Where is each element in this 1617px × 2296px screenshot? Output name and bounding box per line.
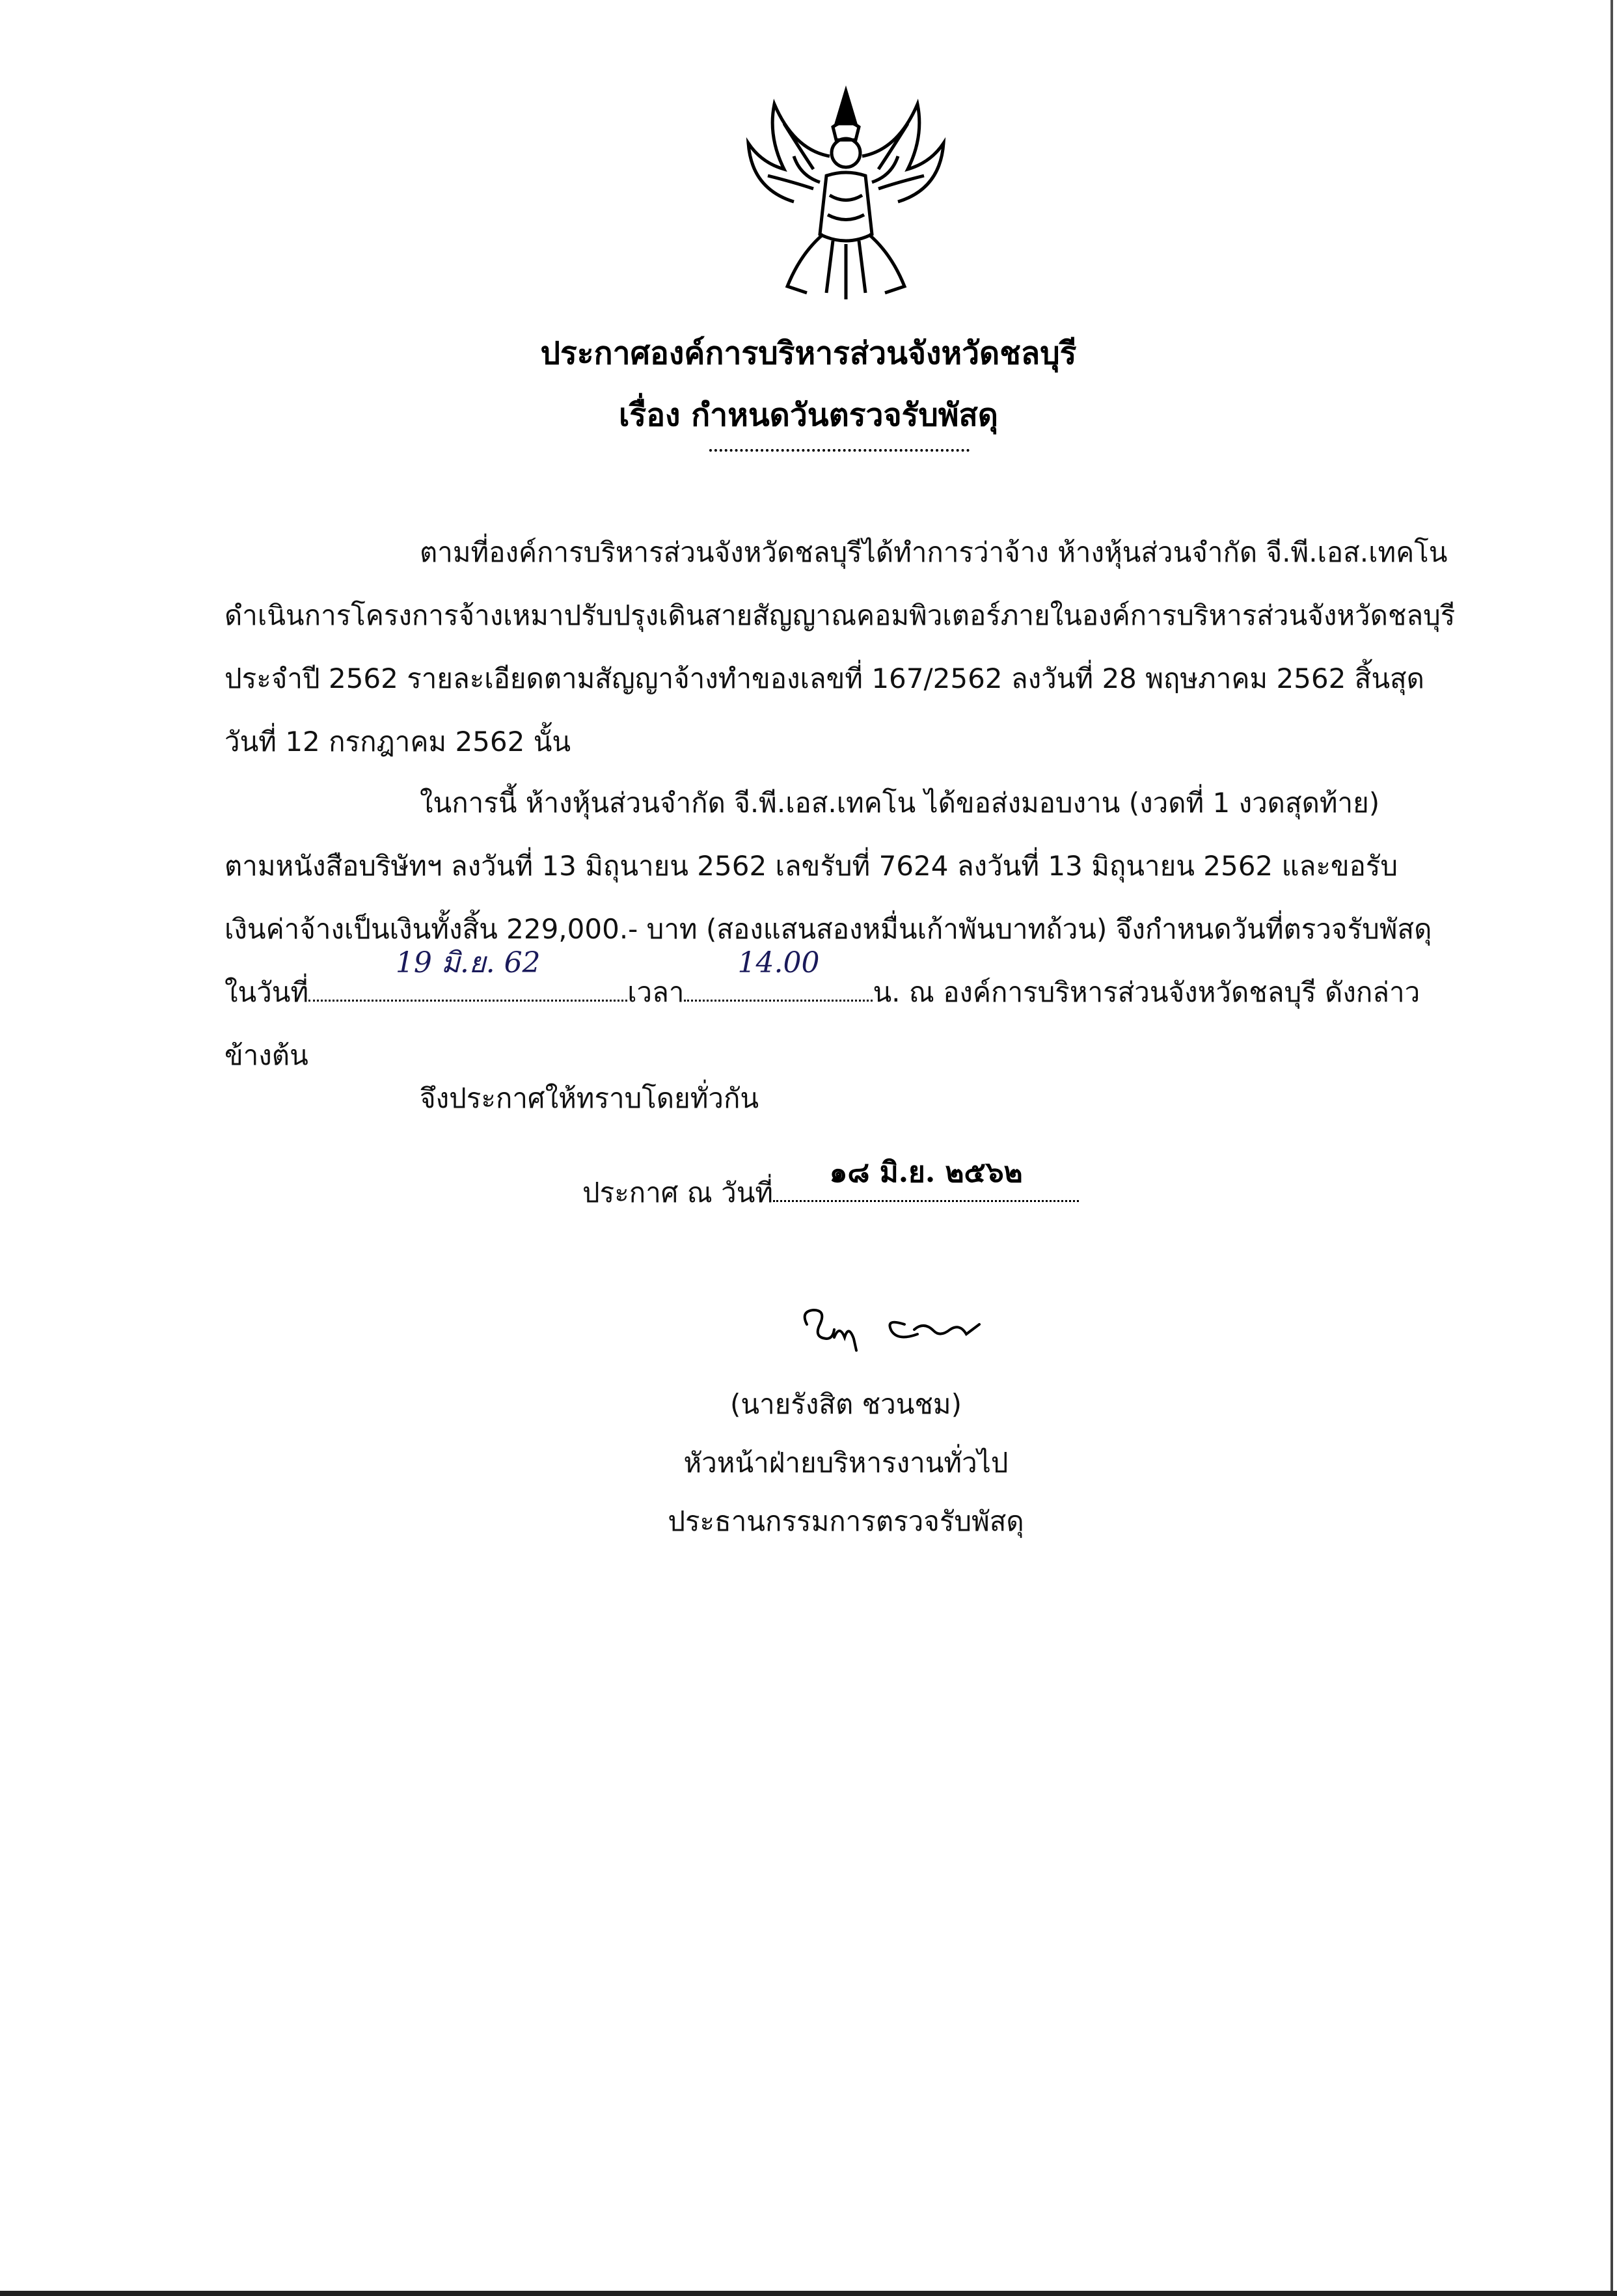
inspection-suffix: น. ณ องค์การบริหารส่วนจังหวัดชลบุรี ดังกล่าว — [873, 976, 1420, 1008]
closing-statement: จึงประกาศให้ทราบโดยทั่วกัน — [420, 1082, 759, 1114]
inspection-time-handwritten: 14.00 — [737, 946, 820, 979]
announce-date-field — [773, 1156, 1079, 1202]
signatory-name: (นายรังสิต ชวนชม) — [730, 1388, 962, 1420]
garuda-emblem-icon — [722, 78, 970, 325]
scan-edge-bottom — [0, 2291, 1617, 2296]
paragraph-1 — [224, 521, 1461, 773]
signature-icon — [794, 1298, 1002, 1370]
signatory-position-1: หัวหน้าฝ่ายบริหารงานทั่วไป — [683, 1447, 1009, 1479]
inspection-line — [224, 946, 1461, 1024]
para1-line-1: ตามที่องค์การบริหารส่วนจังหวัดชลบุรีได้ทำการว่าจ้าง ห้างหุ้นส่วนจำกัด จี.พี.เอส.เทคโน — [420, 536, 1448, 568]
para2-line-1: ในการนี้ ห้างหุ้นส่วนจำกัด จี.พี.เอส.เทคโน ได้ขอส่งมอบงาน (งวดที่ 1 งวดสุดท้าย) — [420, 787, 1380, 819]
scan-edge-right — [1610, 0, 1613, 2296]
para2-line-3: เงินค่าจ้างเป็นเงินทั้งสิ้น 229,000.- บาท (สองแสนสองหมื่นเก้าพันบาทถ้วน) จึงกำหนดวันที่ตรวจรับพัสดุ — [224, 913, 1432, 945]
announce-date — [582, 1156, 1079, 1214]
inspection-date-field — [308, 946, 627, 1002]
para1-line-2: ดำเนินการโครงการจ้างเหมาปรับปรุงเดินสายสัญญาณคอมพิวเตอร์ภายในองค์การบริหารส่วนจังหวัดชลบุรี — [224, 599, 1456, 631]
para1-line-3: ประจำปี 2562 รายละเอียดตามสัญญาจ้างทำของเลขที่ 167/2562 ลงวันที่ 28 พฤษภาคม 2562 สิ้นสุด — [224, 663, 1424, 694]
inspection-time-field — [684, 946, 873, 1002]
signatory-position-2: ประธานกรรมการตรวจรับพัสดุ — [668, 1505, 1024, 1537]
para1-line-4: วันที่ 12 กรกฎาคม 2562 นั้น — [224, 726, 571, 758]
announce-date-stamp: ๑๘ มิ.ย. ๒๕๖๒ — [829, 1156, 1023, 1189]
inspection-time-label: เวลา — [627, 976, 685, 1008]
document-title: ประกาศองค์การบริหารส่วนจังหวัดชลบุรี — [540, 335, 1077, 372]
announce-date-label: ประกาศ ณ วันที่ — [582, 1177, 774, 1209]
title-separator — [709, 449, 970, 452]
para2-last-line: ข้างต้น — [224, 1039, 308, 1071]
document-subject: เรื่อง กำหนดวันตรวจรับพัสดุ — [619, 397, 998, 433]
para2-line-2: ตามหนังสือบริษัทฯ ลงวันที่ 13 มิถุนายน 2562 เลขรับที่ 7624 ลงวันที่ 13 มิถุนายน 2562 และขอรับ — [224, 850, 1398, 882]
inspection-date-handwritten: 19 มิ.ย. 62 — [395, 946, 541, 979]
paragraph-2 — [224, 771, 1461, 1087]
inspection-prefix: ในวันที่ — [224, 976, 309, 1008]
